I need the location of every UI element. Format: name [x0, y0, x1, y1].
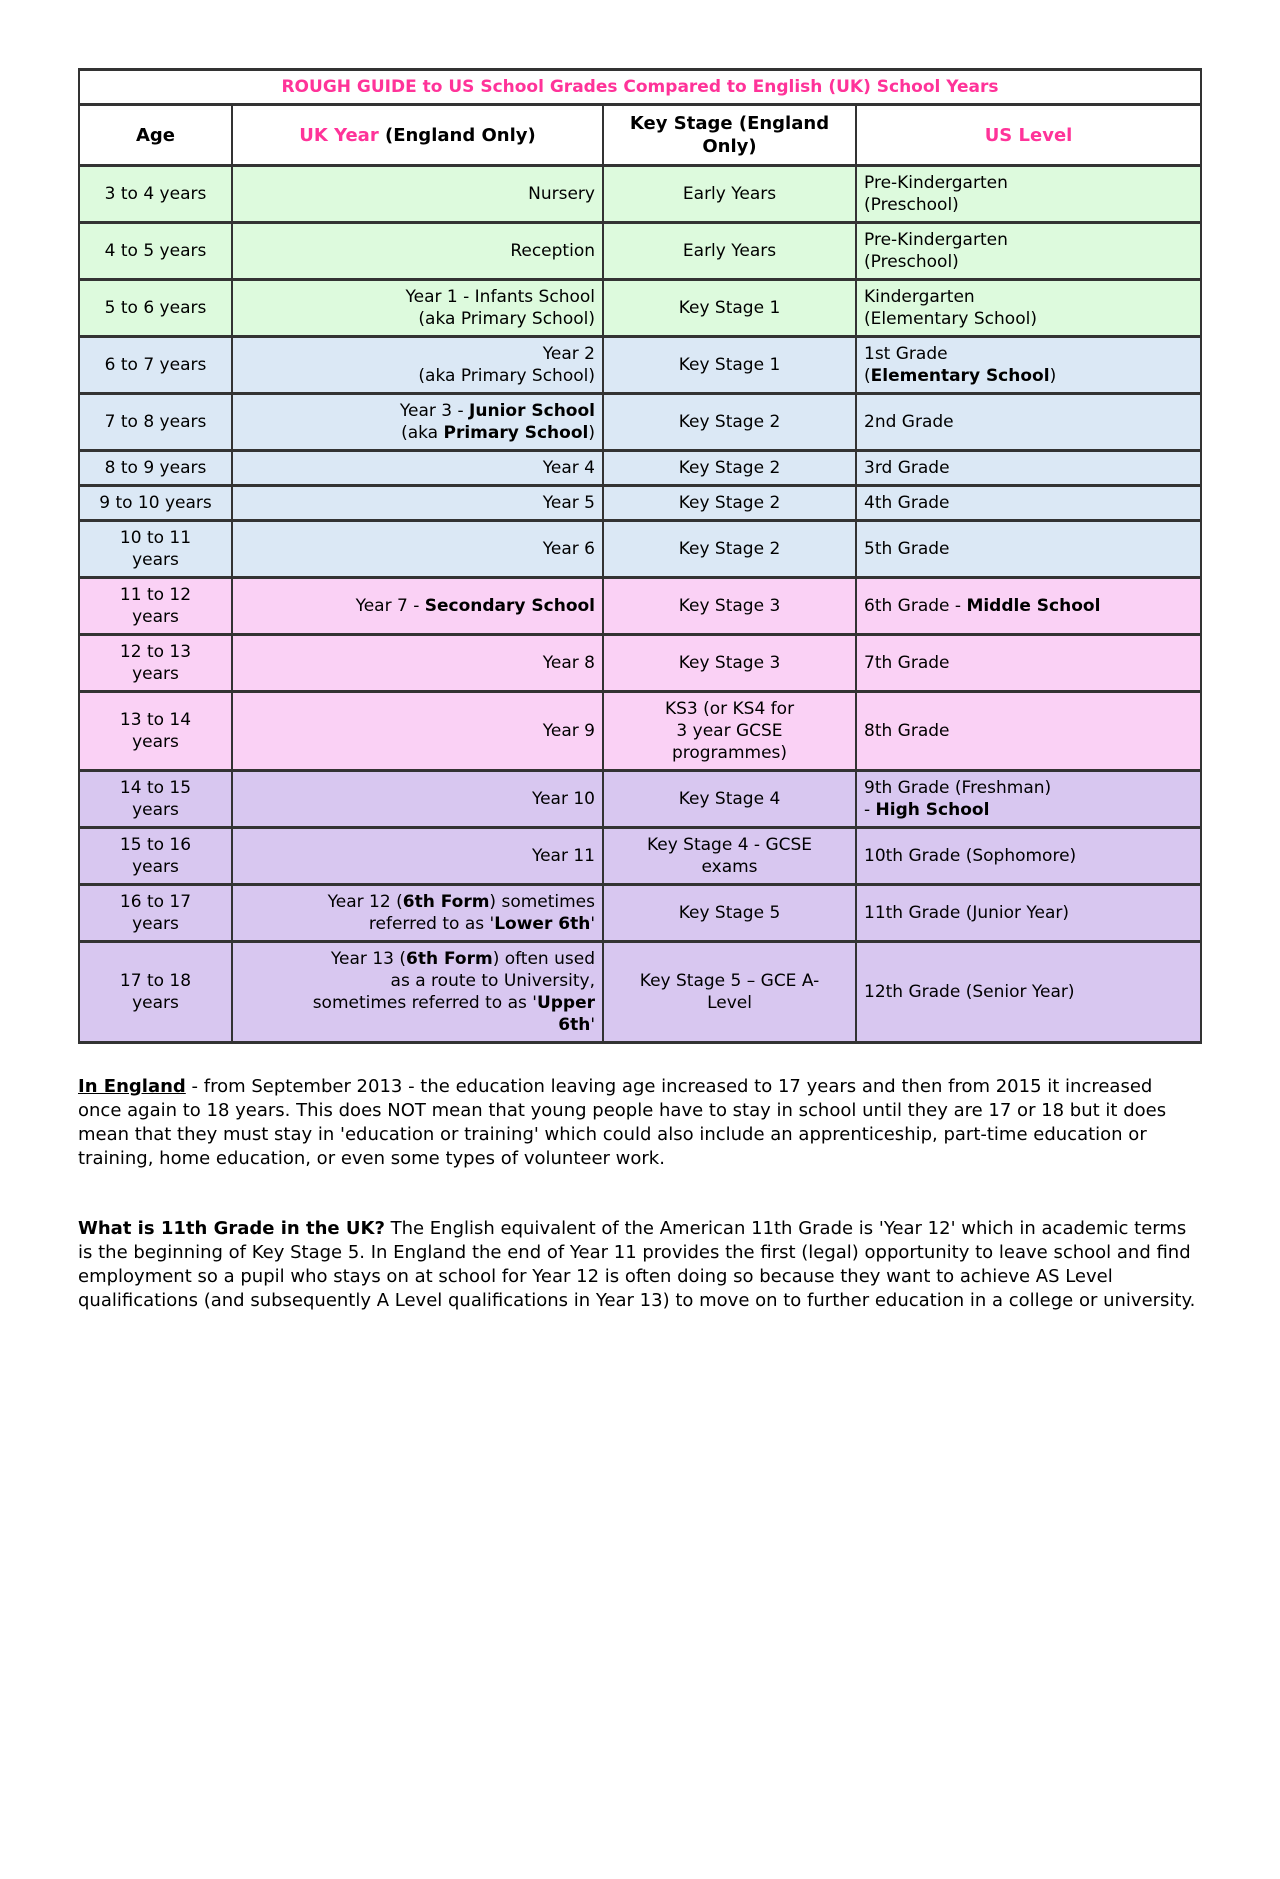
cell-age: [79, 828, 232, 885]
text-segment: 15 to 16: [119, 835, 192, 855]
grades-comparison-table: [78, 68, 1202, 1044]
text-segment: ': [590, 1015, 595, 1035]
cell-us-level: [856, 578, 1201, 635]
cell-key-stage: [603, 486, 856, 521]
cell-age: [79, 166, 232, 223]
cell-us-level: [856, 828, 1201, 885]
table-row: [79, 166, 1201, 223]
text-segment: 7 to 8 years: [104, 412, 207, 432]
table-row: [79, 223, 1201, 280]
text-segment: 14 to 15: [119, 778, 192, 798]
text-segment: Year 6: [542, 539, 595, 559]
table-row: [79, 942, 1201, 1043]
cell-uk-year: [232, 771, 603, 828]
text-segment: (aka: [401, 423, 444, 443]
text-segment: Pre-Kindergarten: [864, 230, 1008, 250]
cell-key-stage: [603, 223, 856, 280]
text-segment: 6th Form: [406, 949, 493, 969]
text-segment: Year 2: [542, 344, 595, 364]
text-segment: Year 11: [531, 846, 595, 866]
cell-us-level: [856, 885, 1201, 942]
text-segment: (Elementary School): [864, 309, 1037, 329]
page: [78, 68, 1200, 1313]
table-row: [79, 337, 1201, 394]
text-segment: -: [864, 800, 876, 820]
cell-key-stage: [603, 337, 856, 394]
text-segment: Only): [702, 136, 757, 157]
text-segment: Secondary School: [424, 596, 595, 616]
text-segment: Year 9: [542, 721, 595, 741]
text-segment: ': [590, 914, 595, 934]
text-segment: Early Years: [682, 241, 777, 261]
cell-age: [79, 578, 232, 635]
text-segment: Key Stage (England: [629, 113, 830, 134]
cell-us-level: [856, 451, 1201, 486]
text-segment: KS3 (or KS4 for: [664, 699, 795, 719]
text-segment: ) often used: [492, 949, 595, 969]
text-segment: 4 to 5 years: [104, 241, 207, 261]
text-segment: exams: [701, 857, 758, 877]
text-segment: Year 13 (: [330, 949, 406, 969]
title-row: [79, 70, 1201, 105]
text-segment: ) sometimes: [489, 892, 595, 912]
text-segment: 11 to 12: [119, 585, 192, 605]
text-segment: 7th Grade: [864, 653, 950, 673]
text-segment: (England Only): [378, 124, 536, 146]
text-segment: Level: [707, 993, 752, 1013]
text-segment: 1st Grade: [864, 344, 948, 364]
paragraph: [78, 1075, 1200, 1171]
cell-us-level: [856, 223, 1201, 280]
text-segment: 3 year GCSE: [676, 721, 783, 741]
text-segment: 6th: [558, 1015, 591, 1035]
text-segment: 12 to 13: [119, 642, 192, 662]
text-segment: programmes): [671, 743, 788, 763]
table-title: ROUGH GUIDE to US School Grades Compared to English (UK) School Years: [79, 70, 1201, 105]
cell-uk-year: [232, 223, 603, 280]
text-segment: Key Stage 2: [678, 412, 781, 432]
text-segment: referred to as ': [368, 914, 495, 934]
cell-us-level: [856, 394, 1201, 451]
text-segment: Year 10: [531, 789, 595, 809]
text-segment: US Level: [984, 124, 1073, 146]
text-segment: Key Stage 5 – GCE A-: [639, 971, 820, 991]
text-segment: 9th Grade (Freshman): [864, 778, 1052, 798]
text-segment: years: [132, 607, 179, 627]
text-segment: 10 to 11: [119, 528, 192, 548]
text-segment: 12th Grade (Senior Year): [864, 982, 1075, 1002]
text-segment: 6th Grade -: [864, 596, 967, 616]
text-segment: 6 to 7 years: [104, 355, 207, 375]
text-segment: 10th Grade (Sophomore): [864, 846, 1077, 866]
header-us-level: [856, 105, 1201, 166]
cell-uk-year: [232, 521, 603, 578]
cell-age: [79, 280, 232, 337]
text-segment: Key Stage 1: [678, 355, 781, 375]
text-segment: 5th Grade: [864, 539, 950, 559]
text-segment: (Preschool): [864, 252, 959, 272]
text-segment: Key Stage 5: [678, 903, 781, 923]
text-segment: Key Stage 4 - GCSE: [646, 835, 813, 855]
text-segment: 16 to 17: [119, 892, 192, 912]
cell-key-stage: [603, 166, 856, 223]
text-segment: Age: [135, 124, 176, 146]
text-segment: (Preschool): [864, 195, 959, 215]
cell-uk-year: [232, 486, 603, 521]
text-segment: Lower 6th: [494, 914, 591, 934]
text-segment: Kindergarten: [864, 287, 975, 307]
text-segment: 8th Grade: [864, 721, 950, 741]
cell-age: [79, 223, 232, 280]
cell-age: [79, 394, 232, 451]
cell-age: [79, 337, 232, 394]
table-row: [79, 521, 1201, 578]
cell-age: [79, 486, 232, 521]
cell-key-stage: [603, 771, 856, 828]
text-segment: 11th Grade (Junior Year): [864, 903, 1070, 923]
text-segment: Key Stage 1: [678, 298, 781, 318]
cell-key-stage: [603, 885, 856, 942]
text-segment: 6th Form: [402, 892, 490, 912]
text-segment: Elementary School: [870, 366, 1050, 386]
text-segment: years: [132, 732, 179, 752]
text-segment: Year 8: [542, 653, 595, 673]
cell-age: [79, 635, 232, 692]
text-segment: Key Stage 4: [678, 789, 781, 809]
text-segment: High School: [875, 800, 990, 820]
text-segment: In England: [78, 1076, 186, 1097]
cell-key-stage: [603, 280, 856, 337]
text-segment: Pre-Kindergarten: [864, 173, 1008, 193]
text-segment: (: [864, 366, 871, 386]
text-segment: - from September 2013 - the education leaving age increased to 17 years and then from 2015 it increased once again to 18 years. This does NOT mean that young people have to stay in school until they are 17 or 18 but it does mean that they must stay in 'education or training' which could also include an apprenticeship, part-time education or training, home education, or even some types of volunteer work.: [78, 1076, 1167, 1169]
cell-key-stage: [603, 692, 856, 771]
cell-key-stage: [603, 521, 856, 578]
text-segment: 4th Grade: [864, 493, 950, 513]
table-row: [79, 885, 1201, 942]
text-segment: Year 5: [542, 493, 595, 513]
cell-age: [79, 771, 232, 828]
text-segment: years: [132, 550, 179, 570]
cell-uk-year: [232, 394, 603, 451]
cell-us-level: [856, 280, 1201, 337]
table-row: [79, 771, 1201, 828]
text-segment: (aka Primary School): [418, 309, 595, 329]
text-segment: (aka Primary School): [418, 366, 595, 386]
text-segment: years: [132, 800, 179, 820]
cell-us-level: [856, 166, 1201, 223]
cell-age: [79, 521, 232, 578]
text-segment: 8 to 9 years: [104, 458, 207, 478]
header-uk-year: [232, 105, 603, 166]
cell-key-stage: [603, 394, 856, 451]
text-segment: 3rd Grade: [864, 458, 950, 478]
text-segment: Primary School: [443, 423, 589, 443]
cell-uk-year: [232, 692, 603, 771]
text-segment: Key Stage 3: [678, 596, 781, 616]
cell-uk-year: [232, 166, 603, 223]
body-text: [78, 1075, 1200, 1313]
cell-age: [79, 942, 232, 1043]
table-row: [79, 635, 1201, 692]
table-row: [79, 394, 1201, 451]
cell-us-level: [856, 486, 1201, 521]
header-age: [79, 105, 232, 166]
text-segment: years: [132, 914, 179, 934]
cell-key-stage: [603, 578, 856, 635]
table-row: [79, 692, 1201, 771]
paragraph: [78, 1217, 1200, 1313]
table-row: [79, 451, 1201, 486]
text-segment: The English equivalent of the American 11th Grade is 'Year 12' which in academic terms is the beginning of Key Stage 5. In England the end of Year 11 provides the first (legal) opportunity to leave school and find employment so a pupil who stays on at school for Year 12 is often doing so because they want to achieve AS Level qualifications (and subsequently A Level qualifications in Year 13) to move on to further education in a college or university.: [78, 1218, 1196, 1311]
text-segment: Year 4: [542, 458, 595, 478]
cell-uk-year: [232, 828, 603, 885]
table-row: [79, 578, 1201, 635]
cell-us-level: [856, 942, 1201, 1043]
text-segment: Reception: [510, 241, 595, 261]
cell-uk-year: [232, 280, 603, 337]
text-segment: as a route to University,: [390, 971, 595, 991]
text-segment: Nursery: [528, 184, 595, 204]
table-head: [79, 70, 1201, 166]
cell-us-level: [856, 521, 1201, 578]
text-segment: Key Stage 3: [678, 653, 781, 673]
table-row: [79, 828, 1201, 885]
text-segment: sometimes referred to as ': [312, 993, 537, 1013]
text-segment: Junior School: [469, 401, 595, 421]
text-segment: 5 to 6 years: [104, 298, 207, 318]
text-segment: UK Year: [299, 124, 379, 146]
cell-us-level: [856, 635, 1201, 692]
table-row: [79, 280, 1201, 337]
text-segment: years: [132, 857, 179, 877]
text-segment: Year 3 -: [399, 401, 470, 421]
text-segment: Year 12 (: [327, 892, 403, 912]
text-segment: 9 to 10 years: [99, 493, 212, 513]
text-segment: Key Stage 2: [678, 539, 781, 559]
cell-uk-year: [232, 337, 603, 394]
text-segment: years: [132, 993, 179, 1013]
text-segment: Year 1 - Infants School: [405, 287, 595, 307]
cell-key-stage: [603, 942, 856, 1043]
text-segment: Early Years: [682, 184, 777, 204]
table-row: [79, 486, 1201, 521]
cell-uk-year: [232, 451, 603, 486]
text-segment: ): [1049, 366, 1057, 386]
cell-age: [79, 692, 232, 771]
text-segment: 2nd Grade: [864, 412, 954, 432]
text-segment: years: [132, 664, 179, 684]
cell-us-level: [856, 692, 1201, 771]
text-segment: 13 to 14: [119, 710, 192, 730]
text-segment: Key Stage 2: [678, 493, 781, 513]
cell-uk-year: [232, 635, 603, 692]
text-segment: Year 7 -: [355, 596, 425, 616]
text-segment: Upper: [536, 993, 595, 1013]
cell-key-stage: [603, 635, 856, 692]
text-segment: 3 to 4 years: [104, 184, 207, 204]
cell-age: [79, 885, 232, 942]
text-segment: ): [588, 423, 595, 443]
text-segment: What is 11th Grade in the UK?: [78, 1218, 385, 1239]
text-segment: Key Stage 2: [678, 458, 781, 478]
cell-age: [79, 451, 232, 486]
cell-us-level: [856, 337, 1201, 394]
cell-key-stage: [603, 451, 856, 486]
cell-us-level: [856, 771, 1201, 828]
cell-uk-year: [232, 942, 603, 1043]
header-key-stage: [603, 105, 856, 166]
text-segment: 17 to 18: [119, 971, 192, 991]
cell-uk-year: [232, 885, 603, 942]
text-segment: Middle School: [966, 596, 1101, 616]
header-row: [79, 105, 1201, 166]
table-body: [79, 166, 1201, 1043]
cell-uk-year: [232, 578, 603, 635]
cell-key-stage: [603, 828, 856, 885]
